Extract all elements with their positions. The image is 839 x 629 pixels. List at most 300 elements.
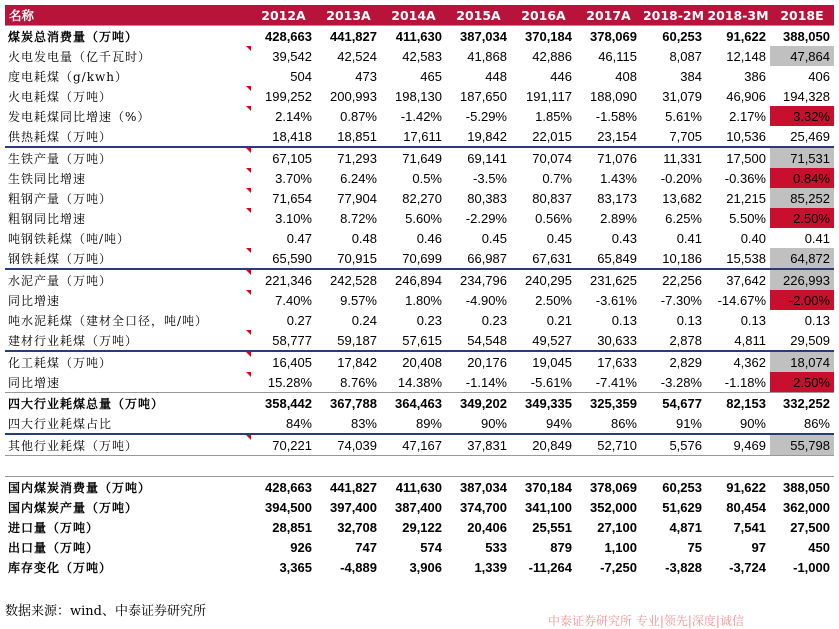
table-row: [5, 537, 834, 557]
cell-2014A: [381, 497, 446, 517]
cell-value: 332,252: [783, 395, 830, 411]
table-row: [5, 434, 834, 456]
cell-value: 408: [615, 68, 637, 84]
cell-value: 23,154: [597, 128, 637, 144]
cell-2017A: [576, 497, 641, 517]
cell-2015A: [446, 517, 511, 537]
cell-2016A: [511, 477, 576, 498]
cell-2015A: [446, 310, 511, 330]
cell-value: 20,176: [467, 354, 507, 370]
cell-2013A: [316, 126, 381, 147]
cell-value: 3,365: [279, 559, 312, 575]
cell-2018-3M: [706, 330, 770, 351]
cell-2014A: [381, 330, 446, 351]
cell-value: 199,252: [265, 88, 312, 104]
cell-value: 0.21: [546, 312, 572, 328]
cell-value: 0.13: [804, 312, 830, 328]
cell-2017A: [576, 106, 641, 126]
cell-value: 341,100: [525, 499, 572, 515]
cell-value: 60,253: [662, 479, 702, 495]
cell-value: 4,871: [669, 519, 702, 535]
cell-2013A: [316, 26, 381, 47]
table-row: [5, 208, 834, 228]
cell-value: 0.13: [740, 312, 766, 328]
cell-value: 11,331: [663, 150, 702, 166]
row-label: 煤炭总消费量（万吨）: [5, 26, 251, 47]
cell-value: 65,849: [597, 250, 637, 266]
cell-value: 2,878: [669, 332, 702, 348]
cell-value: 32,708: [337, 519, 377, 535]
cell-2018-3M: [706, 537, 770, 557]
cell-value: -11,264: [528, 559, 572, 575]
header-year: 2015A: [446, 5, 511, 26]
cell-value: 9.57%: [340, 292, 377, 308]
cell-2018-3M: [706, 310, 770, 330]
row-label: 其他行业耗煤（万吨）: [5, 434, 251, 456]
cell-value: -1.14%: [465, 374, 507, 390]
cell-value: 411,630: [395, 28, 442, 44]
cell-2018-2M: [641, 434, 706, 456]
cell-2017A: [576, 86, 641, 106]
cell-2016A: [511, 517, 576, 537]
cell-2016A: [511, 66, 576, 86]
cell-2015A: [446, 372, 511, 393]
cell-2018E: [770, 168, 834, 188]
cell-2018E: [770, 228, 834, 248]
cell-value: 0.45: [481, 230, 507, 246]
cell-2013A: [316, 434, 381, 456]
cell-2018E: [770, 188, 834, 208]
table-row: [5, 228, 834, 248]
cell-2018E: [770, 517, 834, 537]
cell-value: 4,811: [734, 332, 766, 348]
cell-value: -3.61%: [595, 292, 637, 308]
cell-2018E: [770, 86, 834, 106]
cell-value: 367,788: [330, 395, 377, 411]
cell-2018-3M: [706, 86, 770, 106]
cell-value: 0.27: [286, 312, 312, 328]
cell-value: 85,252: [790, 190, 830, 206]
cell-value: 2.17%: [729, 108, 766, 124]
cell-2018E: [770, 147, 834, 168]
cell-2016A: [511, 248, 576, 269]
header-name: 名称: [5, 5, 251, 26]
cell-value: 441,827: [330, 28, 377, 44]
cell-value: 428,663: [265, 28, 312, 44]
cell-value: 39,542: [272, 48, 312, 64]
cell-value: 60,253: [662, 28, 702, 44]
cell-value: 926: [290, 539, 312, 555]
table-row: [5, 372, 834, 393]
cell-2018-2M: [641, 351, 706, 372]
cell-value: 198,130: [395, 88, 442, 104]
cell-value: 358,442: [265, 395, 312, 411]
cell-2017A: [576, 188, 641, 208]
cell-value: 387,034: [460, 479, 507, 495]
cell-2012A: [251, 351, 316, 372]
cell-2013A: [316, 106, 381, 126]
cell-value: 388,050: [783, 28, 830, 44]
cell-2012A: [251, 248, 316, 269]
cell-2018E: [770, 393, 834, 414]
cell-2018-2M: [641, 248, 706, 269]
cell-2013A: [316, 413, 381, 434]
cell-2018-2M: [641, 557, 706, 577]
header-year: 2018-2M: [641, 5, 706, 26]
cell-2018-3M: [706, 208, 770, 228]
cell-2018E: [770, 66, 834, 86]
cell-2016A: [511, 330, 576, 351]
cell-2013A: [316, 147, 381, 168]
row-label: 钢铁耗煤（万吨）: [5, 248, 251, 269]
cell-value: 70,221: [272, 437, 312, 453]
cell-2016A: [511, 86, 576, 106]
cell-value: 504: [290, 68, 312, 84]
cell-2014A: [381, 188, 446, 208]
cell-2012A: [251, 557, 316, 577]
cell-2016A: [511, 351, 576, 372]
cell-value: 0.48: [351, 230, 377, 246]
cell-value: 5,576: [669, 437, 702, 453]
cell-2015A: [446, 248, 511, 269]
cell-value: 4,362: [733, 354, 766, 370]
cell-value: 0.47: [286, 230, 312, 246]
cell-2018-2M: [641, 208, 706, 228]
cell-2014A: [381, 434, 446, 456]
cell-value: 428,663: [265, 479, 312, 495]
row-label: 生铁同比增速: [5, 168, 251, 188]
header-year: 2018E: [770, 5, 834, 26]
cell-2014A: [381, 86, 446, 106]
cell-value: 3.10%: [275, 210, 312, 226]
cell-value: 15,538: [726, 250, 766, 266]
cell-2012A: [251, 228, 316, 248]
cell-2018E: [770, 434, 834, 456]
cell-value: 17,500: [726, 150, 766, 166]
cell-value: 0.24: [351, 312, 377, 328]
cell-value: 387,400: [395, 499, 442, 515]
cell-2017A: [576, 269, 641, 290]
cell-value: 28,851: [272, 519, 312, 535]
cell-2014A: [381, 26, 446, 47]
cell-value: 0.43: [611, 230, 637, 246]
cell-value: 0.41: [804, 230, 830, 246]
cell-value: 71,293: [337, 150, 377, 166]
cell-value: 29,509: [790, 332, 830, 348]
row-label: 水泥产量（万吨）: [5, 269, 251, 290]
cell-value: 370,184: [525, 28, 572, 44]
cell-2013A: [316, 393, 381, 414]
cell-value: 86%: [610, 415, 637, 431]
cell-2014A: [381, 126, 446, 147]
cell-2014A: [381, 269, 446, 290]
cell-value: 747: [355, 539, 377, 555]
cell-2018-3M: [706, 269, 770, 290]
row-label: 四大行业耗煤总量（万吨）: [5, 393, 251, 414]
cell-2016A: [511, 147, 576, 168]
cell-2016A: [511, 310, 576, 330]
cell-value: -4,889: [340, 559, 377, 575]
cell-2018-3M: [706, 126, 770, 147]
cell-value: 465: [420, 68, 442, 84]
cell-value: 91,622: [726, 28, 766, 44]
cell-2012A: [251, 86, 316, 106]
cell-value: 2.50%: [793, 210, 830, 226]
cell-2018-3M: [706, 497, 770, 517]
cell-value: 2,829: [669, 354, 702, 370]
row-label: 同比增速: [5, 372, 251, 393]
cell-2014A: [381, 168, 446, 188]
cell-value: 0.13: [611, 312, 637, 328]
cell-value: 450: [808, 539, 830, 555]
cell-2013A: [316, 517, 381, 537]
cell-value: -3.28%: [660, 374, 702, 390]
cell-2013A: [316, 456, 381, 477]
cell-2017A: [576, 477, 641, 498]
cell-value: -0.36%: [724, 170, 766, 186]
cell-value: 231,625: [590, 272, 637, 288]
cell-value: 2.14%: [275, 108, 312, 124]
cell-2018-3M: [706, 290, 770, 310]
cell-2013A: [316, 168, 381, 188]
cell-2018E: [770, 26, 834, 47]
cell-value: 411,630: [395, 479, 442, 495]
cell-2018-3M: [706, 228, 770, 248]
cell-2018-3M: [706, 168, 770, 188]
cell-2014A: [381, 557, 446, 577]
cell-value: 574: [420, 539, 442, 555]
row-label: 进口量（万吨）: [8, 520, 100, 535]
cell-2015A: [446, 26, 511, 47]
cell-2018-2M: [641, 477, 706, 498]
cell-2014A: [381, 208, 446, 228]
cell-value: 8,087: [669, 48, 702, 64]
cell-value: 29,122: [402, 519, 442, 535]
cell-2013A: [316, 269, 381, 290]
cell-value: 2.89%: [600, 210, 637, 226]
row-label: [5, 456, 251, 477]
cell-value: 18,851: [337, 128, 377, 144]
cell-2016A: [511, 557, 576, 577]
cell-value: 2.50%: [535, 292, 572, 308]
cell-value: 21,215: [726, 190, 766, 206]
cell-2013A: [316, 86, 381, 106]
cell-2013A: [316, 477, 381, 498]
cell-2014A: [381, 393, 446, 414]
cell-value: -1.18%: [724, 374, 766, 390]
cell-value: 84%: [285, 415, 312, 431]
cell-value: 12,148: [726, 48, 766, 64]
cell-2017A: [576, 330, 641, 351]
cell-value: 90%: [739, 415, 766, 431]
cell-value: 362,000: [783, 499, 830, 515]
cell-2017A: [576, 26, 641, 47]
cell-value: 364,463: [395, 395, 442, 411]
cell-value: 191,117: [525, 88, 572, 104]
cell-value: 80,383: [467, 190, 507, 206]
cell-2013A: [316, 497, 381, 517]
cell-value: 27,500: [790, 519, 830, 535]
cell-2018-3M: [706, 517, 770, 537]
cell-2015A: [446, 66, 511, 86]
cell-value: 59,187: [337, 332, 377, 348]
cell-value: 7.40%: [275, 292, 312, 308]
cell-2018-2M: [641, 147, 706, 168]
cell-value: 67,105: [272, 150, 312, 166]
cell-2016A: [511, 228, 576, 248]
cell-value: 82,153: [726, 395, 766, 411]
cell-2014A: [381, 290, 446, 310]
cell-2018E: [770, 351, 834, 372]
cell-2015A: [446, 413, 511, 434]
cell-value: 0.84%: [793, 170, 830, 186]
cell-2018-3M: [706, 477, 770, 498]
cell-value: 37,831: [467, 437, 507, 453]
cell-value: 8.72%: [340, 210, 377, 226]
source-note: 数据来源：wind、中泰证券研究所: [5, 604, 206, 619]
cell-value: 80,837: [532, 190, 572, 206]
cell-value: 378,069: [590, 28, 637, 44]
cell-2013A: [316, 228, 381, 248]
cell-value: 19,842: [467, 128, 507, 144]
cell-2018E: [770, 208, 834, 228]
cell-2012A: [251, 517, 316, 537]
cell-2015A: [446, 477, 511, 498]
header-year: 2017A: [576, 5, 641, 26]
cell-value: 83,173: [597, 190, 637, 206]
cell-value: 70,074: [532, 150, 572, 166]
cell-2012A: [251, 310, 316, 330]
cell-value: 240,295: [525, 272, 572, 288]
cell-value: 70,915: [337, 250, 377, 266]
cell-value: 80,454: [726, 499, 766, 515]
cell-2014A: [381, 477, 446, 498]
cell-2012A: [251, 290, 316, 310]
cell-2018-2M: [641, 106, 706, 126]
cell-2013A: [316, 248, 381, 269]
header-year: 2018-3M: [706, 5, 770, 26]
cell-value: 2.50%: [793, 374, 830, 390]
cell-2012A: [251, 372, 316, 393]
watermark: 中泰证券研究所 专业|领先|深度|诚信: [548, 614, 744, 628]
cell-2018-2M: [641, 46, 706, 66]
cell-2015A: [446, 106, 511, 126]
cell-value: 67,631: [532, 250, 572, 266]
cell-2018-2M: [641, 228, 706, 248]
row-label: 发电耗煤同比增速（%）: [5, 106, 251, 126]
cell-2014A: [381, 248, 446, 269]
cell-value: 20,849: [532, 437, 572, 453]
cell-2016A: [511, 456, 576, 477]
cell-2017A: [576, 372, 641, 393]
cell-2012A: [251, 456, 316, 477]
cell-value: 14.38%: [397, 374, 442, 390]
row-label: 度电耗煤（g/kwh）: [8, 69, 128, 84]
cell-value: 49,527: [532, 332, 572, 348]
cell-2018-3M: [706, 456, 770, 477]
table-row: [5, 66, 834, 86]
cell-value: 17,633: [597, 354, 637, 370]
cell-2018-3M: [706, 26, 770, 47]
cell-2013A: [316, 557, 381, 577]
header-year: 2016A: [511, 5, 576, 26]
cell-value: 37,642: [726, 272, 766, 288]
cell-2018-3M: [706, 557, 770, 577]
table-row: [5, 497, 834, 517]
cell-2015A: [446, 269, 511, 290]
cell-2018-3M: [706, 351, 770, 372]
cell-2018-2M: [641, 269, 706, 290]
header-year: 2013A: [316, 5, 381, 26]
cell-value: 90%: [480, 415, 507, 431]
cell-2018-3M: [706, 188, 770, 208]
cell-value: 13,682: [662, 190, 702, 206]
cell-2013A: [316, 351, 381, 372]
cell-value: 378,069: [590, 479, 637, 495]
cell-2018-3M: [706, 147, 770, 168]
cell-2015A: [446, 290, 511, 310]
cell-2015A: [446, 46, 511, 66]
cell-2018E: [770, 310, 834, 330]
table-row: [5, 106, 834, 126]
cell-2012A: [251, 413, 316, 434]
cell-value: 0.87%: [340, 108, 377, 124]
cell-2018E: [770, 372, 834, 393]
table-row: [5, 168, 834, 188]
table-row: [5, 310, 834, 330]
cell-value: 5.50%: [729, 210, 766, 226]
cell-2015A: [446, 126, 511, 147]
table-row: [5, 126, 834, 147]
cell-2013A: [316, 310, 381, 330]
cell-2012A: [251, 330, 316, 351]
cell-value: 19,045: [532, 354, 572, 370]
cell-2018-3M: [706, 66, 770, 86]
cell-value: 446: [550, 68, 572, 84]
cell-2014A: [381, 228, 446, 248]
cell-2015A: [446, 188, 511, 208]
cell-value: -7,250: [600, 559, 637, 575]
cell-value: 194,328: [783, 88, 830, 104]
cell-value: 41,868: [467, 48, 507, 64]
cell-value: 18,074: [790, 354, 830, 370]
cell-value: 65,590: [272, 250, 312, 266]
header-row: [5, 5, 834, 26]
cell-2012A: [251, 46, 316, 66]
cell-value: 0.7%: [542, 170, 572, 186]
cell-value: 97: [751, 539, 766, 555]
cell-value: 52,710: [597, 437, 637, 453]
cell-value: 1,100: [604, 539, 637, 555]
cell-2018E: [770, 456, 834, 477]
row-label: 生铁产量（万吨）: [5, 147, 251, 168]
cell-value: 71,654: [272, 190, 312, 206]
cell-2014A: [381, 413, 446, 434]
cell-value: 54,548: [467, 332, 507, 348]
cell-value: -7.41%: [595, 374, 637, 390]
cell-2016A: [511, 126, 576, 147]
cell-value: 75: [687, 539, 702, 555]
cell-2018E: [770, 477, 834, 498]
cell-2012A: [251, 393, 316, 414]
row-label: 四大行业耗煤占比: [8, 416, 113, 431]
cell-2013A: [316, 46, 381, 66]
cell-value: 46,906: [726, 88, 766, 104]
cell-value: 1.80%: [405, 292, 442, 308]
cell-value: -7.30%: [660, 292, 702, 308]
cell-value: 0.5%: [412, 170, 442, 186]
cell-value: 448: [485, 68, 507, 84]
